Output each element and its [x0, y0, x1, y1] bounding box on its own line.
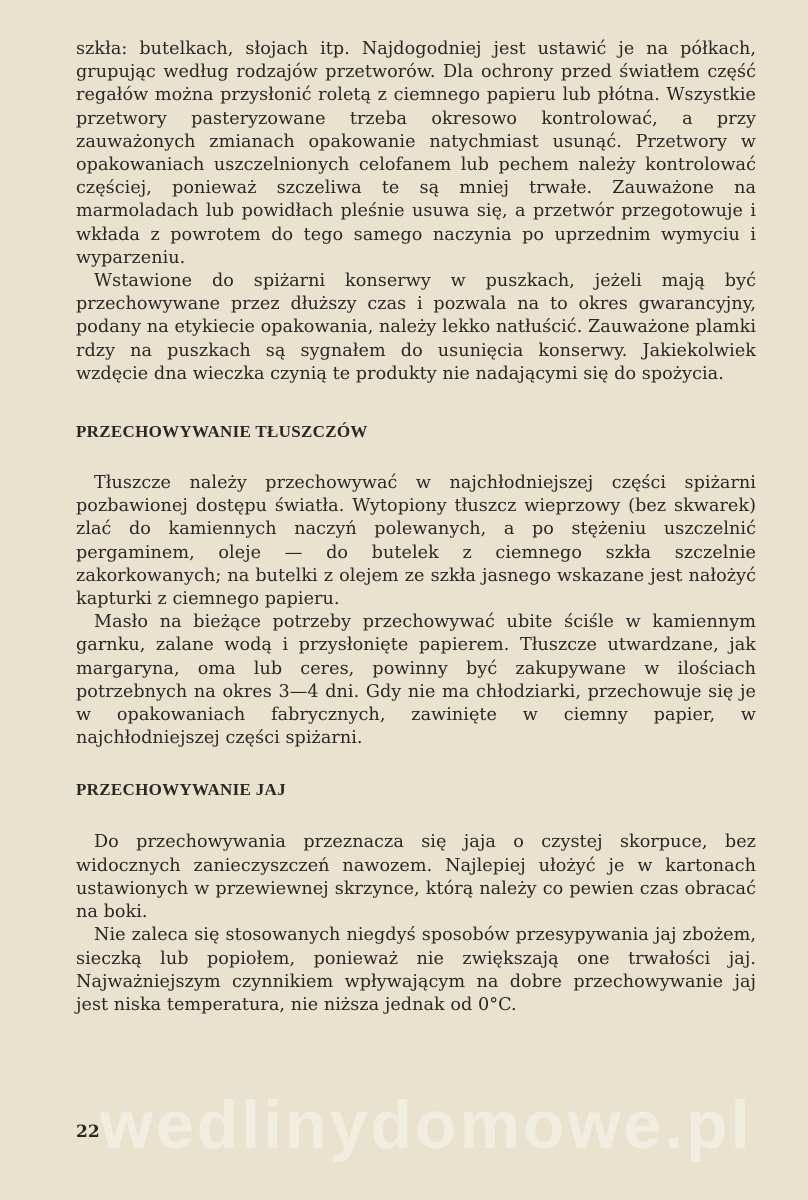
paragraph: szkła: butelkach, słojach itp. Najdogodniej jest ustawić je na półkach, grupując według rodzajów przetworów. Dla ochrony przed światłem część regałów można przysłonić roletą z ciemnego papieru lub płótna. Wszystkie przetwory pasteryzowane trzeba okresowo kontrolować, a przy zauważonych zmianach opakowanie natychmiast usunąć. Przetwory w opakowaniach uszczelnionych celofanem lub pechem należy kontrolować częściej, ponieważ szczeliwa te są mniej trwałe. Zauważone na marmoladach lub powidłach pleśnie usuwa się, a przetwór przegotowuje i wkłada z powrotem do tego samego naczynia po uprzednim wymyciu i wyparzeniu.	[76, 39, 756, 268]
page-number: 22	[76, 1122, 100, 1142]
page-body	[76, 38, 756, 1017]
paragraph: Nie zaleca się stosowanych niegdyś sposobów przesypywania jaj zbożem, sieczką lub popiołem, ponieważ nie zwiększają one trwałości jaj. Najważniejszym czynnikiem wpływającym na dobre przechowywanie jaj jest niska temperatura, nie niższa jednak od 0°C.	[76, 925, 756, 1015]
paragraph: Tłuszcze należy przechowywać w najchłodniejszej części spiżarni pozbawionej dostępu światła. Wytopiony tłuszcz wieprzowy (bez skwarek) zlać do kamiennych naczyń polewanych, a po stężeniu uszczelnić pergaminem, oleje — do butelek z ciemnego szkła szczelnie zakorkowanych; na butelki z olejem ze szkła jasnego wskazane jest nałożyć kapturki z ciemnego papieru.	[76, 473, 756, 610]
paragraph: Masło na bieżące potrzeby przechowywać ubite ściśle w kamiennym garnku, zalane wodą i przysłonięte papierem. Tłuszcze utwardzane, jak margaryna, oma lub ceres, powinny być zakupywane w ilościach potrzebnych na okres 3—4 dni. Gdy nie ma chłodziarki, przechowuje się je w opakowaniach fabrycznych, zawinięte w ciemny papier, w najchłodniejszej części spiżarni.	[76, 612, 756, 749]
section-heading-fats: PRZECHOWYWANIE TŁUSZCZÓW	[76, 422, 368, 442]
watermark: wedlinydomowe.pl	[100, 1087, 753, 1163]
paragraph: Do przechowywania przeznacza się jaja o czystej skorpuce, bez widocznych zanieczyszczeń nawozem. Najlepiej ułożyć je w kartonach ustawionych w przewiewnej skrzynce, którą należy co pewien czas obracać na boki.	[76, 832, 756, 923]
paragraph: Wstawione do spiżarni konserwy w puszkach, jeżeli mają być przechowywane przez dłuższy czas i pozwala na to okres gwarancyjny, podany na etykiecie opakowania, należy lekko natłuścić. Zauważone plamki rdzy na puszkach są sygnałem do usunięcia konserwy. Jakiekolwiek wzdęcie dna wieczka czynią te produkty nie nadającymi się do spożycia.	[76, 271, 756, 384]
section-heading-eggs: PRZECHOWYWANIE JAJ	[76, 780, 286, 800]
